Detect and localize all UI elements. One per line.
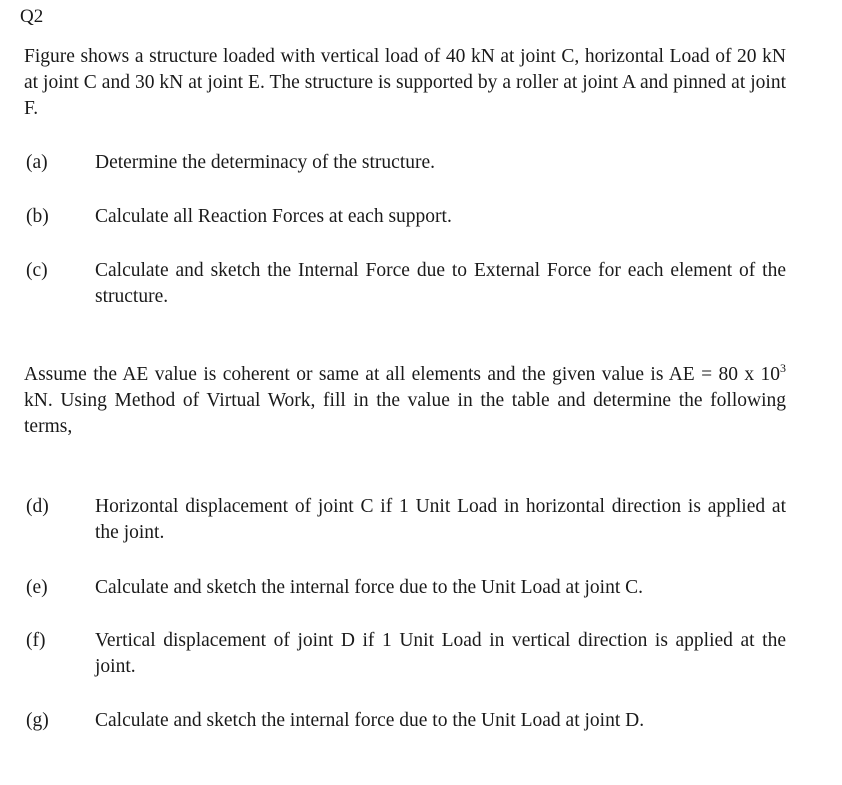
part-text: Calculate and sketch the internal force due to the Unit Load at joint D. (95, 710, 645, 731)
part-label: (f) (26, 630, 46, 651)
part-text: Horizontal displacement of joint C if 1 Unit Load in horizontal direction is applied at the joint. (95, 496, 786, 543)
part-label: (g) (26, 710, 49, 731)
part-text: Vertical displacement of joint D if 1 Unit Load in vertical direction is applied at the joint. (95, 630, 786, 677)
assumption-text-end: kN. Using Method of Virtual Work, fill in the value in the table and determine the following terms, (24, 390, 786, 437)
part-label: (c) (26, 260, 48, 281)
part-label: (b) (26, 206, 49, 227)
part-text: Calculate and sketch the Internal Force due to External Force for each element of the structure. (95, 260, 786, 307)
part-text: Calculate and sketch the internal force due to the Unit Load at joint C. (95, 577, 643, 598)
question-number: Q2 (20, 6, 44, 27)
assumption-text-start: Assume the AE value is coherent or same at all elements and the given value is AE = 80 x 10 (24, 364, 780, 385)
question-intro: Figure shows a structure loaded with vertical load of 40 kN at joint C, horizontal Load of 20 kN at joint C and 30 kN at joint E. The structure is supported by a roller at joint A and pinned at joint F. (24, 46, 786, 119)
part-label: (a) (26, 152, 48, 173)
assumption-paragraph (24, 362, 786, 440)
part-label: (e) (26, 577, 48, 598)
exponent: 3 (780, 361, 786, 375)
part-text: Determine the determinacy of the structure. (95, 152, 436, 173)
part-label: (d) (26, 496, 49, 517)
part-text: Calculate all Reaction Forces at each support. (95, 206, 452, 227)
